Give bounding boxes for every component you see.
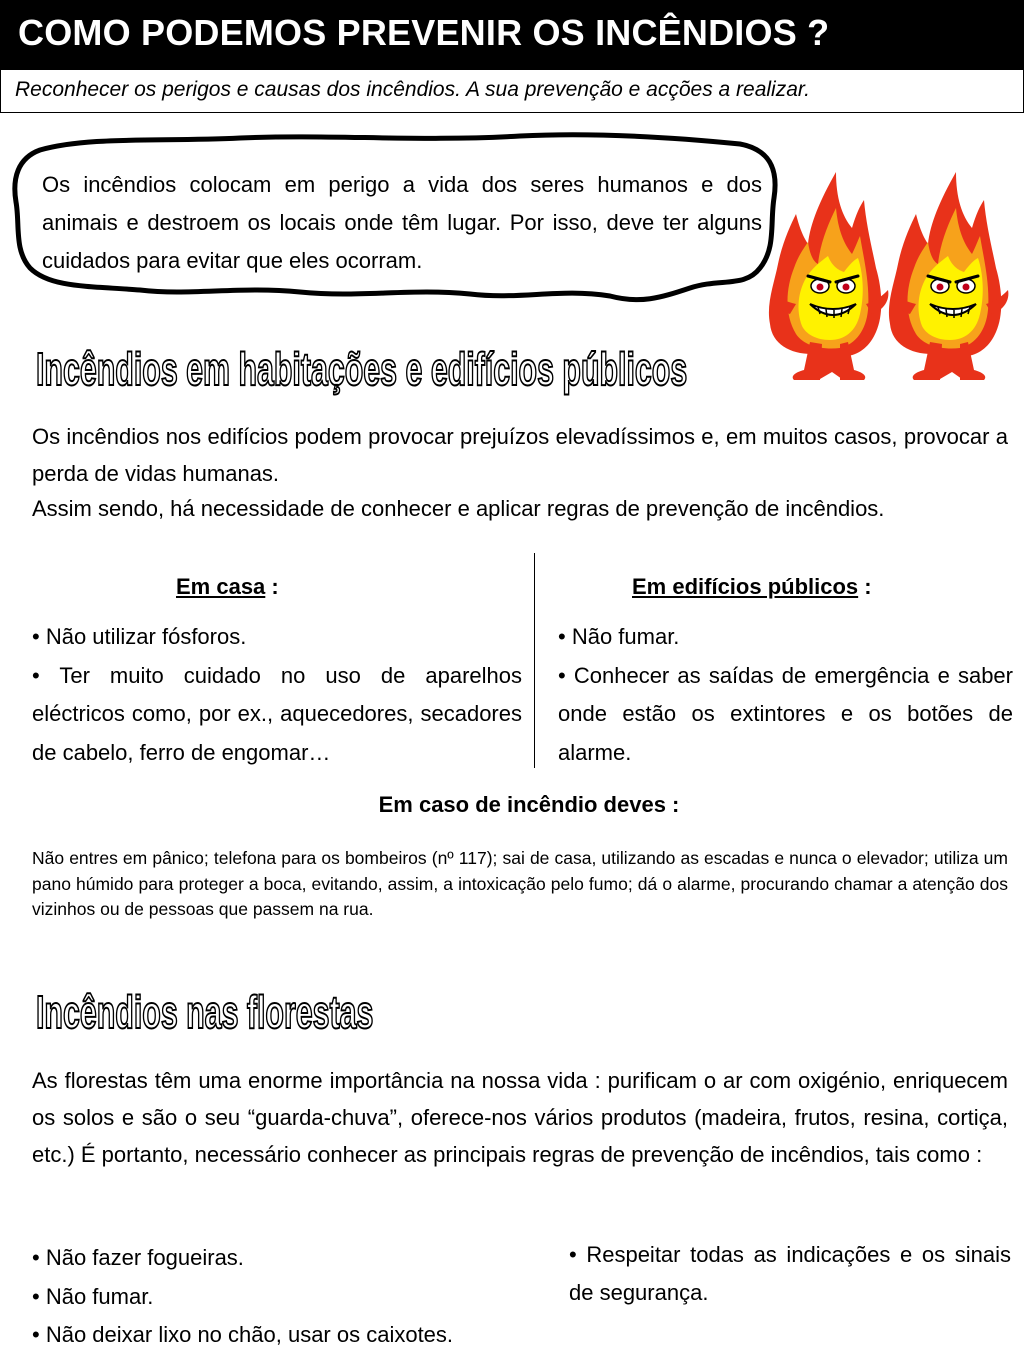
home-column-heading <box>176 574 279 600</box>
page-subtitle: Reconhecer os perigos e causas dos incêndios. A sua prevenção e acções a realizar. <box>15 78 810 101</box>
column-divider <box>534 553 535 768</box>
buildings-paragraph-1: Os incêndios nos edifícios podem provocar prejuízos elevadíssimos e, em muitos casos, provocar a perda de vidas humanas. <box>32 424 1008 486</box>
home-heading-colon: : <box>265 574 279 599</box>
title-bar <box>0 0 1024 70</box>
in-case-heading: Em caso de incêndio deves : <box>378 792 680 817</box>
public-column-heading <box>632 574 872 600</box>
subtitle-box <box>0 70 1024 113</box>
list-item: • Não deixar lixo no chão, usar os caixotes. <box>32 1322 454 1347</box>
forests-paragraph: As florestas têm uma enorme importância na nossa vida : purificam o ar com oxigénio, enriquecem os solos e são o seu “guarda-chuva”, oferece-nos vários produtos (madeira, frutos, resina, cortiça, etc.) É portanto, necessário conhecer as principais regras de prevenção de incêndios, tais como : <box>32 1068 1008 1167</box>
forest-rules-right <box>569 1236 1011 1312</box>
home-rules-list <box>32 618 522 772</box>
flame-character-icon <box>889 172 1008 380</box>
forest-rules-left <box>32 1239 562 1355</box>
flames-illustration <box>760 158 1020 386</box>
flame-character-icon <box>769 172 888 380</box>
list-item: • Conhecer as saídas de emergência e saber onde estão os extintores e os botões de alarme. <box>558 662 1013 765</box>
list-item: • Não fazer fogueiras. <box>32 1245 244 1270</box>
list-item: • Ter muito cuidado no uso de aparelhos eléctricos como, por ex., aquecedores, secadores de cabelo, ferro de engomar… <box>32 662 522 765</box>
list-item: • Não fumar. <box>32 1283 154 1309</box>
section-heading-forests: Incêndios nas florestas <box>36 986 374 1038</box>
section-heading-buildings: Incêndios em habitações e edifícios públicos <box>36 343 688 395</box>
public-heading-colon: : <box>858 574 872 599</box>
buildings-paragraph-2: Assim sendo, há necessidade de conhecer e aplicar regras de prevenção de incêndios. <box>32 496 885 521</box>
bubble-text: Os incêndios colocam em perigo a vida dos seres humanos e dos animais e destroem os locais onde têm lugar. Por isso, deve ter alguns cuidados para evitar que eles ocorram. <box>42 172 762 273</box>
public-rules-list <box>558 618 1013 772</box>
list-item: • Respeitar todas as indicações e os sinais de segurança. <box>569 1242 1011 1305</box>
list-item: • Não utilizar fósforos. <box>32 624 247 649</box>
page-title: COMO PODEMOS PREVENIR OS INCÊNDIOS ? <box>18 12 830 53</box>
in-case-text: Não entres em pânico; telefona para os bombeiros (nº 117); sai de casa, utilizando as escadas e nunca o elevador; utiliza um pano húmido para proteger a boca, evitando, assim, a intoxicação pelo fumo; dá o alarme, procurando chamar a atenção dos vizinhos ou de pessoas que passem na rua. <box>32 848 1008 919</box>
list-item: • Não fumar. <box>558 624 680 649</box>
home-heading-label: Em casa <box>176 574 266 599</box>
public-heading-label: Em edifícios públicos <box>632 574 859 599</box>
